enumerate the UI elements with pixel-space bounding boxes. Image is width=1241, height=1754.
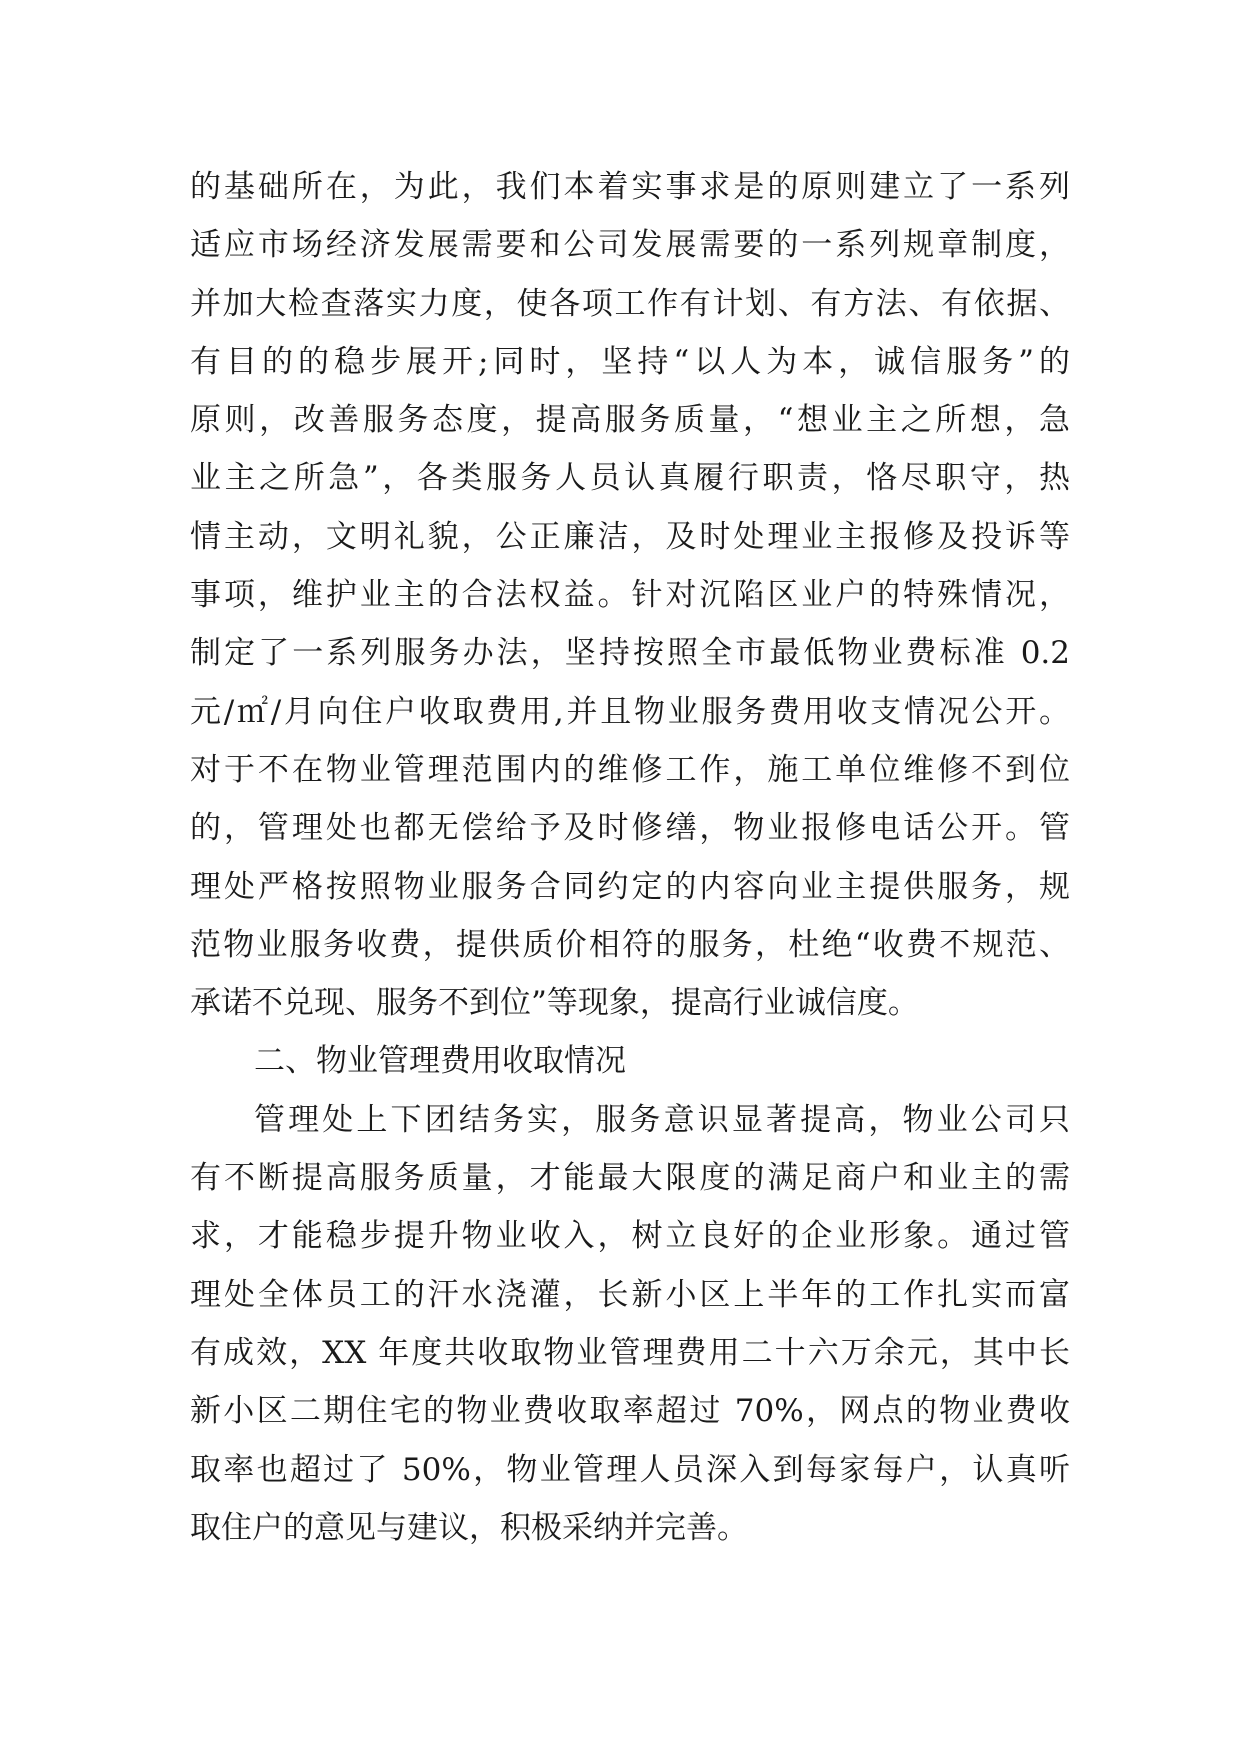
text-line: 的，管理处也都无偿给予及时修缮，物业报修电话公开。管 xyxy=(190,810,1070,847)
text-line: 求，才能稳步提升物业收入，树立良好的企业形象。通过管 xyxy=(190,1218,1070,1255)
text-line: 管理处上下团结务实，服务意识显著提高，物业公司只 xyxy=(254,1101,1070,1138)
text-line: 取率也超过了 50%，物业管理人员深入到每家每户，认真听 xyxy=(190,1451,1070,1488)
text-line: 原则，改善服务态度，提高服务质量，“想业主之所想，急 xyxy=(190,402,1070,439)
text-line: 对于不在物业管理范围内的维修工作，施工单位维修不到位 xyxy=(190,751,1070,788)
text-line: 适应市场经济发展需要和公司发展需要的一系列规章制度， xyxy=(190,227,1070,264)
text-line: 业主之所急”，各类服务人员认真履行职责，恪尽职守，热 xyxy=(190,460,1070,497)
text-line: 理处全体员工的汗水浇灌，长新小区上半年的工作扎实而富 xyxy=(190,1276,1070,1313)
document-page xyxy=(190,158,1070,1557)
text-line: 新小区二期住宅的物业费收取率超过 70%，网点的物业费收 xyxy=(190,1393,1070,1430)
text-line: 取住户的意见与建议，积极采纳并完善。 xyxy=(190,1509,748,1546)
text-line: 的基础所在，为此，我们本着实事求是的原则建立了一系列 xyxy=(190,169,1070,205)
text-line: 有成效，XX 年度共收取物业管理费用二十六万余元，其中长 xyxy=(190,1334,1070,1371)
text-line: 情主动，文明礼貌，公正廉洁，及时处理业主报修及投诉等 xyxy=(190,518,1070,555)
text-line: 元/㎡/月向住户收取费用,并且物业服务费用收支情况公开。 xyxy=(190,693,1070,730)
text-line: 范物业服务收费，提供质价相符的服务，杜绝“收费不规范、 xyxy=(190,926,1070,963)
section-heading: 二、物业管理费用收取情况 xyxy=(254,1043,626,1080)
text-line: 制定了一系列服务办法，坚持按照全市最低物业费标准 0.2 xyxy=(190,635,1070,672)
text-line: 有目的的稳步展开;同时，坚持“以人为本，诚信服务”的 xyxy=(190,343,1070,380)
paragraph-property-services xyxy=(190,158,1070,1032)
text-line: 承诺不兑现、服务不到位”等现象，提高行业诚信度。 xyxy=(190,985,919,1022)
text-line: 并加大检查落实力度，使各项工作有计划、有方法、有依据、 xyxy=(190,285,1070,322)
text-line: 理处严格按照物业服务合同约定的内容向业主提供服务，规 xyxy=(190,868,1070,905)
text-line: 事项，维护业主的合法权益。针对沉陷区业户的特殊情况， xyxy=(190,577,1070,614)
paragraph-fee-collection xyxy=(190,1091,1070,1557)
text-line: 有不断提高服务质量，才能最大限度的满足商户和业主的需 xyxy=(190,1160,1070,1197)
